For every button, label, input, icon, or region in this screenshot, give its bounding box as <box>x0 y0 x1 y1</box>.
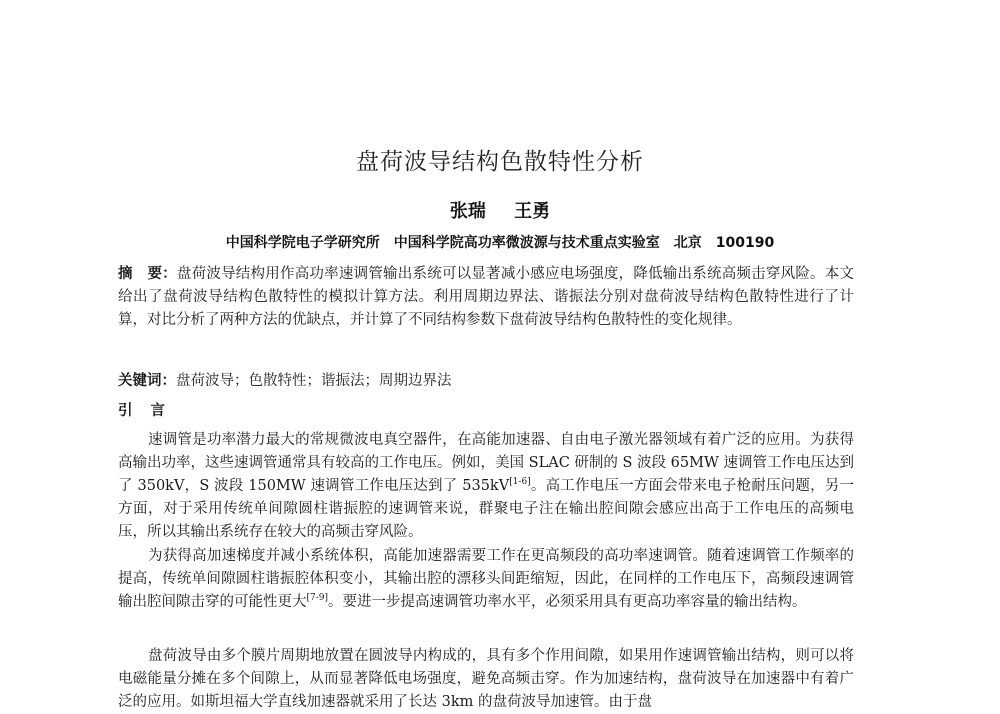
paragraph-text: 速调管是功率潜力最大的常规微波电真空器件，在高能加速器、自由电子激光器领域有着广泛的应用。为获得高输出功率，这些速调管通常具有较高的工作电压。例如，美国 SLAC 研制的 S 波段 65MW 速调管工作电压达到了 350kV，S 波段 150MW 速调管工作电压达到了 535kV <box>118 432 854 494</box>
paragraph-text: 。要进一步提高速调管功率水平，必须采用具有更高功率容量的输出结构。 <box>328 594 807 610</box>
body-paragraph-2 <box>118 545 854 614</box>
paragraph-text: 盘荷波导由多个膜片周期地放置在圆波导内构成的，具有多个作用间隙，如果用作速调管输出结构，则可以将电磁能量分摊在多个间隙上，从而显著降低电场强度，避免高频击穿。作为加速结构，盘荷波导在加速器中有着广泛的应用。如斯坦福大学直线加速器就采用了长达 3km 的盘荷波导加速管。由于盘 <box>118 648 854 710</box>
paragraph-text: 为获得高加速梯度并减小系统体积，高能加速器需要工作在更高频段的高功率速调管。随着速调管工作频率的提高，传统单间隙圆柱谐振腔体积变小，其输出腔的漂移头间距缩短，因此，在同样的工作电压下，高频段速调管输出腔间隙击穿的可能性更大 <box>118 548 854 610</box>
keywords-label: 关键词： <box>118 373 176 389</box>
abstract-label: 摘 要： <box>118 266 177 282</box>
body-paragraph-3 <box>118 645 854 714</box>
author-name: 张瑞 <box>449 201 486 222</box>
citation-ref: [1-6] <box>509 477 531 488</box>
abstract-text: 盘荷波导结构用作高功率速调管输出系统可以显著减小感应电场强度，降低输出系统高频击穿风险。本文给出了盘荷波导结构色散特性的模拟计算方法。利用周期边界法、谐振法分别对盘荷波导结构色散特性进行了计算，对比分析了两种方法的优缺点，并计算了不同结构参数下盘荷波导结构色散特性的变化规律。 <box>118 266 855 328</box>
author-list <box>0 197 1000 223</box>
section-heading-introduction: 引言 <box>118 403 183 419</box>
author-name: 王勇 <box>514 201 551 222</box>
abstract <box>118 263 854 332</box>
paragraph-text: 。高工作电压一方面会带来电子枪耐压问题，另一方面，对于采用传统单间隙圆柱谐振腔的速调管来说，群聚电子注在输出腔间隙会感应出高于工作电压的高频电压，所以其输出系统存在较大的高频击穿风险。 <box>118 478 854 540</box>
body-paragraph-1 <box>118 429 854 544</box>
affiliation: 中国科学院电子学研究所 中国科学院高功率微波源与技术重点实验室 北京 100190 <box>225 235 775 251</box>
keywords-text: 盘荷波导；色散特性；谐振法；周期边界法 <box>176 373 452 389</box>
paper-title: 盘荷波导结构色散特性分析 <box>356 149 644 175</box>
keywords <box>118 370 854 393</box>
citation-ref: [7-9] <box>306 593 329 604</box>
